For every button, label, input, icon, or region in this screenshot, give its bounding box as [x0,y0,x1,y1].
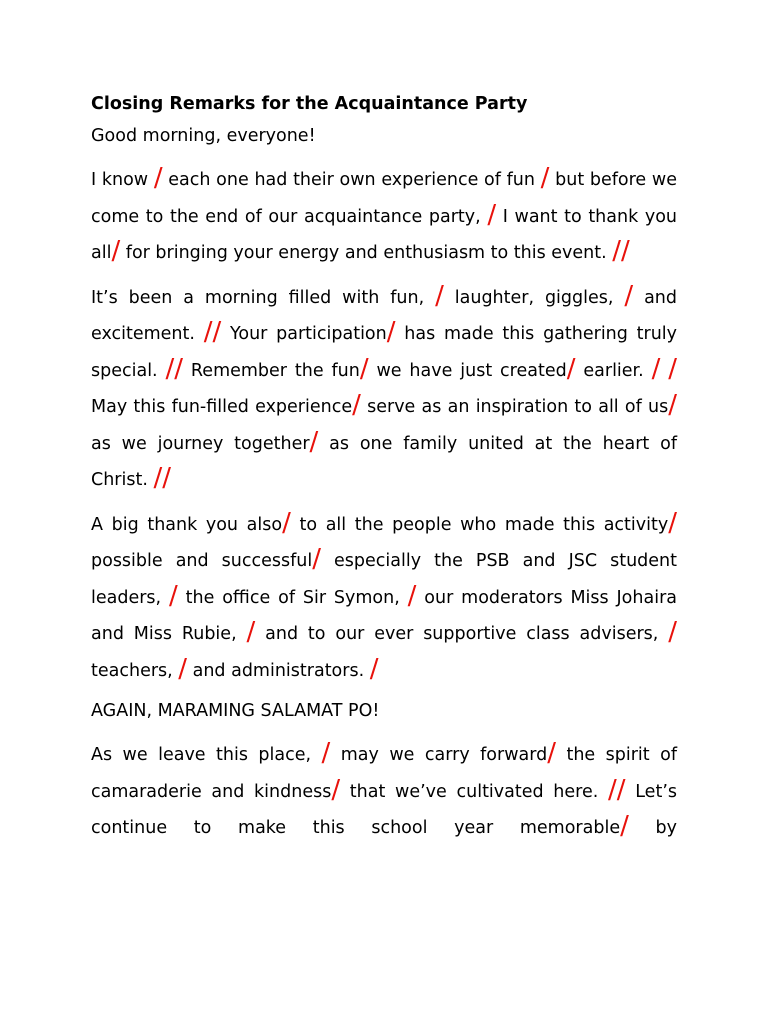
text-segment: as one family united at the heart of Christ. [91,433,677,490]
text-segment: and excitement. [91,287,677,344]
text-segment: and administrators. [187,660,370,681]
text-segment: especially the PSB and JSC student leaders, [91,551,677,608]
double-pause-mark: // [165,353,184,384]
text-segment: It’s been a morning filled with fun, [91,287,436,308]
text-segment: As we leave this place, [91,745,322,765]
text-segment: Good morning, everyone! [91,126,316,146]
text-segment: May this fun-filled experience [91,397,353,417]
pause-mark: / [407,580,417,611]
text-segment: earlier. [575,360,652,381]
paragraph-2 [91,280,677,499]
pause-mark: / [331,774,341,805]
pause-mark: / [668,353,678,384]
text-segment: laughter, giggles, [443,287,625,308]
pause-mark: / [312,544,321,574]
text-segment: that we’ve cultivated here. [340,781,609,802]
text-segment: has made this gathering truly special. [91,324,678,381]
text-segment: Your participation [221,324,387,344]
text-segment: but before we come to the end of our acquaintance party, [91,170,677,227]
pause-mark: / [352,390,361,420]
text-segment: and to our ever supportive class advisers, [255,624,669,644]
pause-mark: / [668,390,677,420]
document-body [91,122,677,847]
pause-mark: / [359,353,369,384]
text-segment: possible and successful [91,551,313,571]
paragraph-1 [91,162,677,272]
text-segment: serve as an inspiration to all of us [360,397,669,417]
pause-mark: / [282,507,291,538]
text-segment: each one had their own experience of fun [162,170,541,190]
text-segment: AGAIN, MARAMING SALAMAT PO! [91,701,380,721]
text-segment: may we carry forward [330,745,548,765]
text-segment: Remember the fun [183,360,360,381]
pause-mark: / [651,353,661,384]
text-segment: I know [91,170,154,190]
pause-mark: / [309,426,319,457]
paragraph-3 [91,507,677,690]
document-title: Closing Remarks for the Acquaintance Party [91,94,528,114]
text-segment: I want to thank you all [91,206,677,263]
pause-mark: / [321,738,331,768]
pause-mark: / [153,163,163,193]
pause-mark: / [435,280,444,311]
pause-mark: / [668,617,677,647]
double-pause-mark: // [203,317,222,347]
text-segment: we have just created [368,360,567,381]
pause-mark: / [540,163,550,193]
text-segment: Let’s continue to make this school year memorable [91,781,677,838]
pause-mark: / [620,811,629,841]
double-pause-mark: // [612,236,630,266]
text-segment: to all the people who made this activity [290,514,669,535]
pause-mark: / [111,236,121,266]
pause-mark: / [246,617,256,647]
salamat-line [91,697,677,725]
pause-mark: / [369,653,379,684]
double-pause-mark: // [153,463,172,493]
double-pause-mark: // [608,774,626,805]
text-segment: as we journey together [91,433,310,454]
pause-mark: / [624,280,634,311]
text-segment: A big thank you also [91,514,283,535]
text-segment: the office of Sir Symon, [177,587,408,608]
paragraph-4 [91,737,677,847]
pause-mark: / [566,353,576,384]
text-segment: the spirit of camaraderie and kindness [91,745,677,802]
pause-mark: / [168,580,178,611]
greeting [91,122,677,150]
pause-mark: / [386,317,396,347]
pause-mark: / [547,738,556,768]
pause-mark: / [668,507,677,538]
pause-mark: / [178,653,188,684]
text-segment: for bringing your energy and enthusiasm to this event. [120,243,613,263]
text-segment: teachers, [91,660,179,681]
text-segment: our moderators Miss Johaira and Miss Rubie, [91,587,677,644]
document-page [91,90,677,855]
text-segment: by [628,818,678,838]
pause-mark: / [487,199,497,230]
